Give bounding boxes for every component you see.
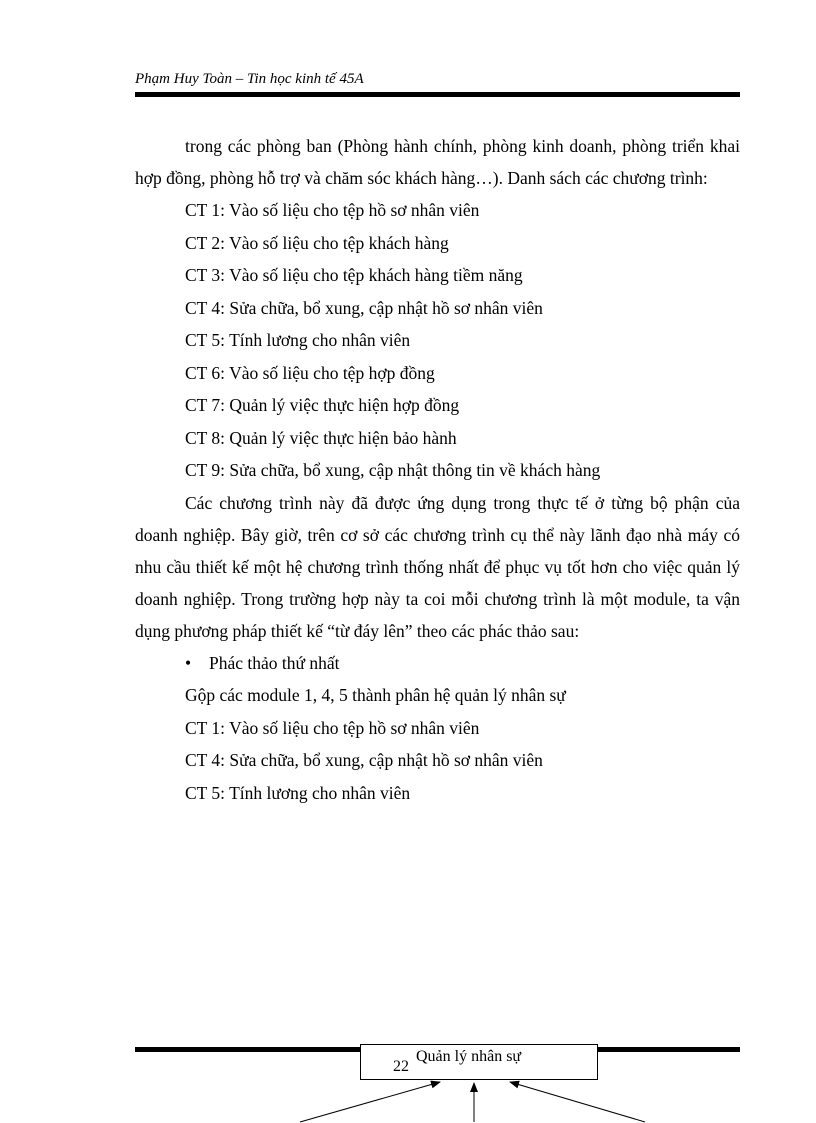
bullet-dot-icon: • <box>185 652 192 673</box>
program-item: CT 6: Vào số liệu cho tệp hợp đồng <box>185 362 435 383</box>
body-paragraph: Các chương trình này đã được ứng dụng trong thực tế ở từng bộ phận của doanh nghiệp. Bây giờ, trên cơ sở các chương trình cụ thể này lãnh đạo nhà máy có nhu cầu thiết kế một hệ chương trình thống nhất để phục vụ tốt hơn cho việc quản lý doanh nghiệp. Trong trường hợp này ta coi mỗi chương trình là một module, ta vận dụng phương pháp thiết kế “từ đáy lên” theo các phác thảo sau: <box>135 492 740 641</box>
arrow-right <box>510 1082 645 1122</box>
program-item: CT 7: Quản lý việc thực hiện hợp đồng <box>185 395 460 415</box>
program-item: CT 4: Sửa chữa, bổ xung, cập nhật hồ sơ nhân viên <box>185 297 543 318</box>
program-item: CT 2: Vào số liệu cho tệp khách hàng <box>185 232 449 253</box>
merged-program-item: CT 5: Tính lương cho nhân viên <box>185 782 411 803</box>
program-item: CT 5: Tính lương cho nhân viên <box>185 330 411 350</box>
merged-program-item: CT 4: Sửa chữa, bổ xung, cập nhật hồ sơ nhân viên <box>185 750 543 770</box>
intro-paragraph: trong các phòng ban (Phòng hành chính, phòng kinh doanh, phòng triển khai hợp đồng, phòng hỗ trợ và chăm sóc khách hàng…). Danh sách các chương trình: <box>135 136 740 188</box>
bullet-label: Phác thảo thứ nhất <box>209 652 340 673</box>
page-number: 22 <box>393 1058 409 1075</box>
diagram-box-label: Quản lý nhân sự <box>416 1048 522 1065</box>
program-item: CT 9: Sửa chữa, bổ xung, cập nhật thông tin về khách hàng <box>185 460 601 480</box>
arrow-left <box>300 1082 440 1122</box>
merged-program-item: CT 1: Vào số liệu cho tệp hồ sơ nhân viên <box>185 717 480 738</box>
program-item: CT 8: Quản lý việc thực hiện bảo hành <box>185 427 457 448</box>
running-header: Phạm Huy Toàn – Tin học kinh tế 45A <box>135 71 364 87</box>
merge-line: Gộp các module 1, 4, 5 thành phân hệ quản lý nhân sự <box>185 685 566 705</box>
program-item: CT 1: Vào số liệu cho tệp hồ sơ nhân viên <box>185 200 480 220</box>
program-item: CT 3: Vào số liệu cho tệp khách hàng tiềm năng <box>185 265 523 285</box>
